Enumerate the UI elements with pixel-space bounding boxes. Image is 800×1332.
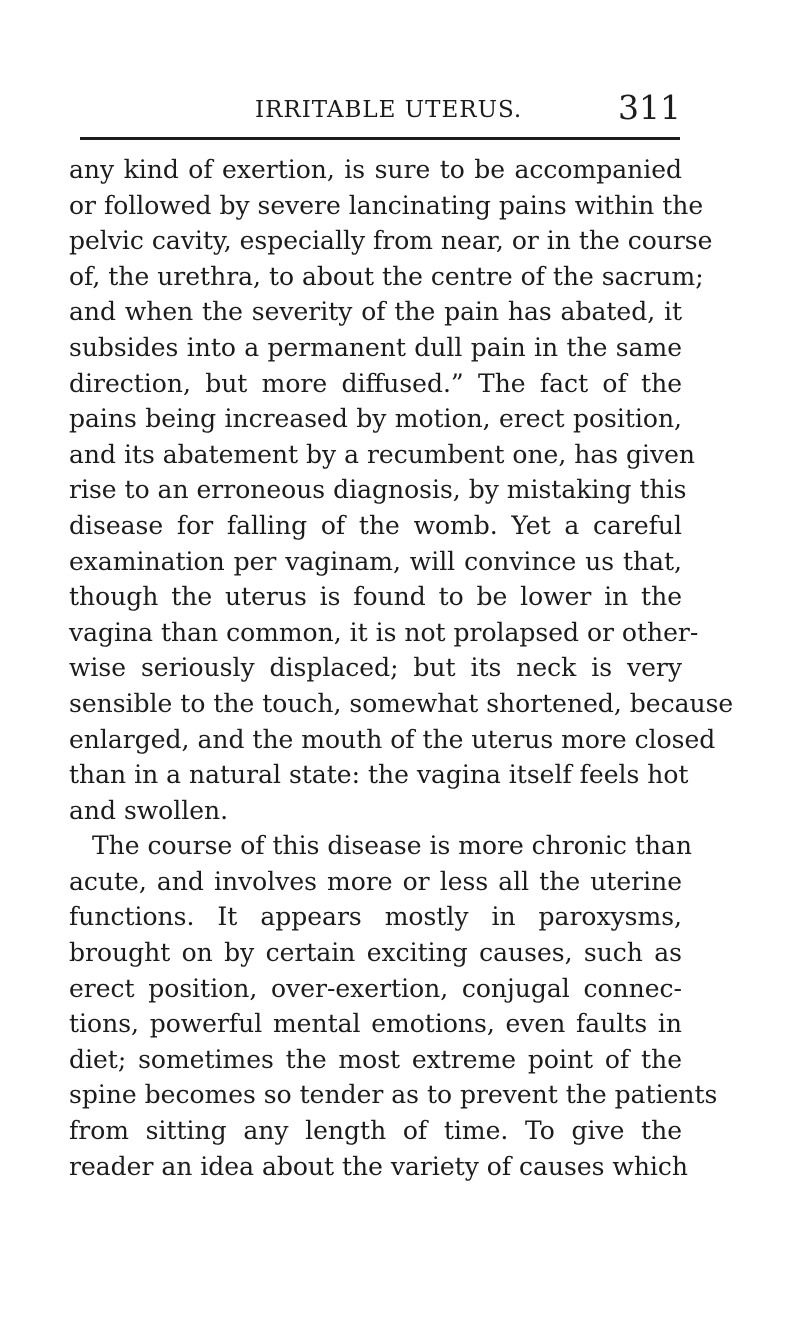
header-rule <box>80 137 680 140</box>
text-line: brought on by certain exciting causes, such as <box>69 938 682 968</box>
page-header <box>69 88 681 128</box>
text-line: and when the severity of the pain has abated, it <box>69 297 682 327</box>
text-line: diet; sometimes the most extreme point of the <box>69 1044 682 1074</box>
text-line: wise seriously displaced; but its neck is very <box>69 653 682 683</box>
text-line: than in a natural state: the vagina itself feels hot <box>69 760 689 790</box>
page-number: 311 <box>618 88 681 127</box>
text-line: erect position, over-exertion, conjugal connec- <box>69 973 682 1003</box>
text-line: tions, powerful mental emotions, even faults in <box>69 1009 682 1039</box>
text-line: enlarged, and the mouth of the uterus more closed <box>69 724 716 754</box>
text-line: vagina than common, it is not prolapsed or other- <box>69 617 699 647</box>
text-line: The course of this disease is more chronic than <box>92 831 692 861</box>
text-line: any kind of exertion, is sure to be accompanied <box>69 155 682 184</box>
text-line: functions. It appears mostly in paroxysms, <box>69 902 682 932</box>
text-line: spine becomes so tender as to prevent the patients <box>69 1080 718 1110</box>
text-line: sensible to the touch, somewhat shortened, because <box>69 688 734 718</box>
text-line: reader an idea about the variety of causes which <box>69 1151 689 1181</box>
text-line: pains being increased by motion, erect position, <box>69 404 682 434</box>
text-line: or followed by severe lancinating pains within the <box>69 190 704 220</box>
text-line: though the uterus is found to be lower in the <box>69 582 682 612</box>
body-text <box>69 152 734 1184</box>
text-line: rise to an erroneous diagnosis, by mistaking this <box>69 475 687 505</box>
text-line: direction, but more diffused.” The fact of the <box>69 368 682 398</box>
text-line: pelvic cavity, especially from near, or in the course <box>69 226 713 256</box>
text-line: examination per vaginam, will convince us that, <box>69 546 682 576</box>
text-line: subsides into a permanent dull pain in the same <box>69 332 682 362</box>
text-line: acute, and involves more or less all the uterine <box>69 866 682 896</box>
text-line: from sitting any length of time. To give the <box>69 1116 682 1146</box>
text-line: and swollen. <box>69 795 229 825</box>
text-line: and its abatement by a recumbent one, has given <box>69 439 696 469</box>
text-line: of, the urethra, to about the centre of the sacrum; <box>69 261 704 291</box>
running-title: IRRITABLE UTERUS. <box>255 97 523 123</box>
text-line: disease for falling of the womb. Yet a careful <box>69 510 682 540</box>
